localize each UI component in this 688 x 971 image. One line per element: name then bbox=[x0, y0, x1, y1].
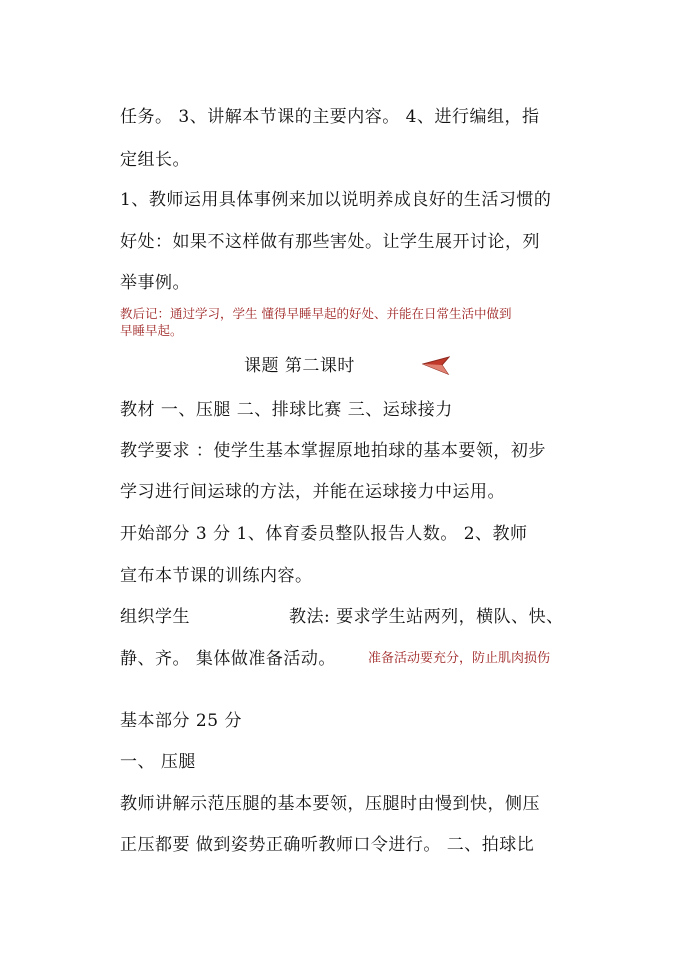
text-line-organize-label: 组织学生 bbox=[120, 607, 190, 627]
text-line-warmup: 静、齐。 集体做准备活动。 bbox=[120, 649, 336, 669]
teaching-note-line-2: 早睡早起。 bbox=[120, 323, 183, 338]
lesson-title: 课题 第二课时 bbox=[244, 356, 355, 376]
text-line-basic-part: 基本部分 25 分 bbox=[120, 711, 242, 731]
warmup-note: 准备活动要充分，防止肌肉损伤 bbox=[368, 651, 551, 666]
text-line-explain-1: 教师讲解示范压腿的基本要领，压腿时由慢到快，侧压 bbox=[120, 794, 540, 814]
text-line-start-1: 开始部分 3 分 1、体育委员整队报告人数。 2、教师 bbox=[120, 524, 528, 544]
text-line-section-1: 一、 压腿 bbox=[120, 752, 196, 772]
red-arrow-icon bbox=[422, 355, 450, 375]
teaching-note-line-1: 教后记：通过学习，学生 懂得早睡早起的好处、并能在日常生活中做到 bbox=[120, 306, 512, 321]
text-line-requirements-2: 学习进行间运球的方法，并能在运球接力中运用。 bbox=[120, 482, 505, 502]
text-line-5: 举事例。 bbox=[120, 273, 190, 293]
text-line-1: 任务。 3、讲解本节课的主要内容。 4、进行编组，指 bbox=[120, 107, 540, 127]
text-line-start-2: 宣布本节课的训练内容。 bbox=[120, 566, 313, 586]
text-line-3: 1、教师运用具体事例来加以说明养成良好的生活习惯的 bbox=[120, 190, 552, 210]
text-line-requirements-1: 教学要求 ：使学生基本掌握原地拍球的基本要领，初步 bbox=[120, 441, 546, 461]
text-line-explain-2: 正压都要 做到姿势正确听教师口令进行。 二、拍球比 bbox=[120, 835, 535, 855]
text-line-method: 教法: 要求学生站两列，横队、快、 bbox=[289, 607, 564, 627]
text-line-4: 好处：如果不这样做有那些害处。让学生展开讨论，列 bbox=[120, 232, 540, 252]
text-line-materials: 教材 一、压腿 二、排球比赛 三、运球接力 bbox=[120, 400, 453, 420]
text-line-2: 定组长。 bbox=[120, 150, 190, 170]
